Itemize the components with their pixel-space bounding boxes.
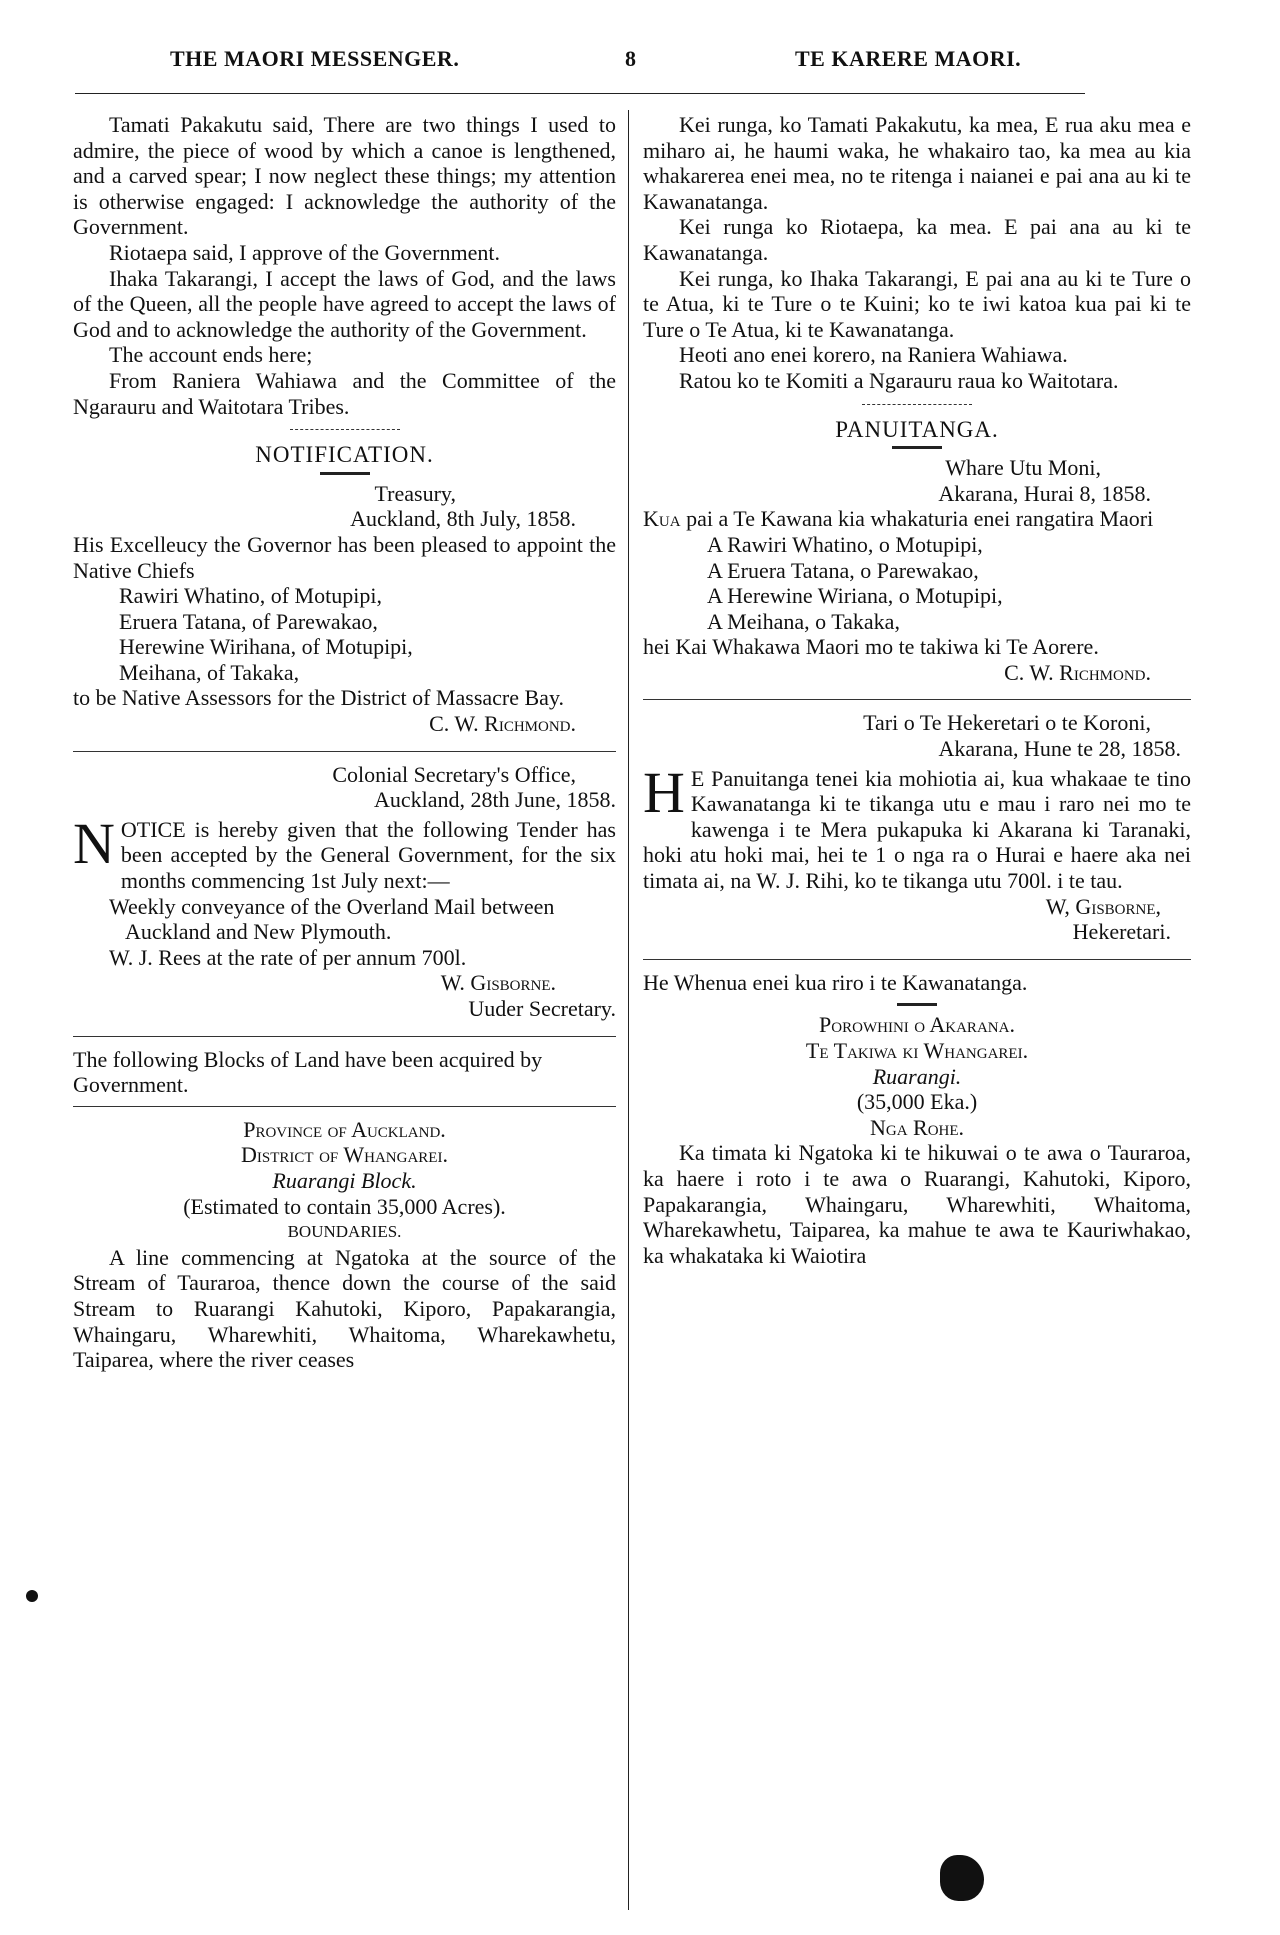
estimate-maori: (35,000 Eka.) (856, 1089, 978, 1115)
section-divider (290, 429, 400, 430)
signature-title-maori: Hekeretari. (1072, 919, 1171, 945)
land-intro: The following Blocks of Land have been acquired by Government. (73, 1046, 543, 1098)
assessor-text-maori: hei Kai Whakawa Maori mo te takiwa ki Te Aorere. (643, 634, 1099, 660)
header-english-title: THE MAORI MESSENGER. (170, 46, 460, 71)
notice-text: OTICE is hereby given that the following Tender has been accepted by the General Government, for the six months commencing 1st July next:— (120, 816, 616, 894)
maori-column (643, 112, 1191, 1268)
signature-gisborne: W. Gisborne. (440, 970, 556, 996)
chief-name: A Herewine Wiriana, o Motupipi, (707, 583, 1003, 609)
ratou-paragraph: Ratou ko te Komiti a Ngarauru raua ko Waitotara. (679, 367, 1119, 393)
appoint-text: His Excelleucy the Governor has been pleased to appoint the Native Chiefs (73, 531, 616, 583)
district-heading: District of Whangarei. (241, 1142, 448, 1168)
land-intro-maori: He Whenua enei kua riro i te Kawanatanga. (643, 969, 1028, 995)
tari-date: Akarana, Hune te 28, 1858. (938, 736, 1181, 762)
notice-text-maori: E Panuitanga tenei kia mohiotia ai, kua whakaae te tino Kawanatanga ki te tikanga utu e mau i raro nei mo te kawenga i te Mera pukapuka ki Akarana ki Taranaki, hoki atu hoki mai, hei te 1 o nga ra o Hurai e haere aka nei timata ai, na W. J. Rihi, ko te tikanga utu 700l. i te tau. (643, 765, 1191, 894)
chief-list (73, 583, 616, 685)
boundaries-heading: BOUNDARIES. (287, 1222, 402, 1242)
section-rule (643, 699, 1191, 700)
tamati-paragraph-maori: Kei runga, ko Tamati Pakakutu, ka mea, E rua aku mea e miharo ai, he haumi waka, he whakairo tao, ka mea au kia whakarerea enei mea, no te ritenga i naianei e pai ana au ki te Kawanatanga. (643, 112, 1191, 214)
riotaepa-paragraph: Riotaepa said, I approve of the Government. (109, 239, 500, 265)
english-column (73, 112, 616, 1373)
page-number: 8 (625, 46, 636, 71)
appoint-text-maori: pai a Te Kawana kia whakaturia enei rangatira Maori (686, 506, 1154, 532)
account-ends: The account ends here; (109, 342, 313, 368)
assessor-text: to be Native Assessors for the District of Massacre Bay. (73, 685, 565, 711)
chief-name: Eruera Tatana, of Parewakao, (119, 608, 378, 634)
boundary-text-maori: Ka timata ki Ngatoka ki te hikuwai o te awa o Tauraroa, ka haere i roto i te awa o Ruarangi, Kahutoki, Kiporo, Papakarangia, Whaingaru, Wharewhiti, Whaitoma, Wharekawhetu, Taiparea, ka mahue te awa te Kauriwhakao, ka whakataka ki Waiotira (643, 1140, 1191, 1268)
block-name-maori: Ruarangi. (872, 1063, 962, 1089)
section-rule (73, 1106, 616, 1107)
column-divider (628, 110, 629, 1910)
cso-date: Auckland, 28th June, 1858. (374, 787, 616, 813)
panuitanga-title: PANUITANGA. (835, 416, 999, 442)
tender-rees: W. J. Rees at the rate of per annum 700l. (109, 944, 467, 970)
heoti-paragraph: Heoti ano enei korero, na Raniera Wahiawa. (679, 342, 1068, 368)
signature-richmond: C. W. Richmond. (429, 711, 576, 737)
chief-name: A Eruera Tatana, o Parewakao, (707, 557, 979, 583)
boundary-text: A line commencing at Ngatoka at the source of the Stream of Tauraroa, thence down the course of the said Stream to Ruarangi Kahutoki, Kiporo, Papakarangia, Whaingaru, Wharewhiti, Whaitoma, Wharekawhetu, Taiparea, where the river ceases (73, 1244, 616, 1373)
treasury-label: Treasury, (374, 480, 456, 506)
tender-mail: Weekly conveyance of the Overland Mail between Auckland and New Plymouth. (109, 893, 555, 945)
notification-title: NOTIFICATION. (255, 442, 434, 468)
chief-name: Herewine Wirihana, of Motupipi, (119, 634, 413, 660)
tamati-paragraph: Tamati Pakakutu said, There are two things I used to admire, the piece of wood by which a canoe is lengthened, and a carved spear; I now neglect these things; my attention is otherwise engaged: I acknowledge the authority of the Government. (73, 112, 616, 240)
chief-list-maori (643, 532, 1191, 634)
header-rule (75, 93, 1085, 94)
chief-name: A Meihana, o Takaka, (707, 608, 900, 634)
province-heading: Province of Auckland. (243, 1116, 446, 1142)
appoint-smallcap: Kua (643, 506, 681, 532)
from-raniera: From Raniera Wahiawa and the Committee of the Ngarauru and Waitotara Tribes. (73, 367, 616, 419)
section-rule (73, 751, 616, 752)
district-heading-maori: Te Takiwa ki Whangarei. (805, 1038, 1029, 1063)
title-rule (897, 1003, 937, 1006)
section-divider (862, 404, 972, 405)
signature-richmond: C. W. Richmond. (1004, 659, 1151, 685)
ink-blot (940, 1855, 984, 1901)
signature-gisborne: W, Gisborne, (1045, 893, 1161, 919)
title-rule (892, 446, 942, 449)
boundaries-heading-maori: Nga Rohe. (869, 1114, 965, 1140)
estimate: (Estimated to contain 35,000 Acres). (183, 1193, 506, 1219)
cso-label: Colonial Secretary's Office, (332, 761, 576, 787)
signature-title: Uuder Secretary. (468, 996, 616, 1021)
ihaka-paragraph: Ihaka Takarangi, I accept the laws of God, and the laws of the Queen, all the people have agreed to accept the laws of God and to acknowledge the authority of the Government. (73, 265, 616, 342)
treasury-date: Auckland, 8th July, 1858. (350, 506, 576, 532)
block-name: Ruarangi Block. (272, 1167, 417, 1193)
tari-label: Tari o Te Hekeretari o te Koroni, (863, 710, 1151, 736)
riotaepa-paragraph-maori: Kei runga ko Riotaepa, ka mea. E pai ana au ki te Kawanatanga. (643, 214, 1191, 265)
whare-utu-label: Whare Utu Moni, (945, 455, 1101, 481)
drop-cap: N (73, 810, 115, 876)
section-rule (643, 959, 1191, 960)
bullet-mark (26, 1590, 38, 1602)
province-heading-maori: Porowhini o Akarana. (819, 1012, 1015, 1038)
chief-name: Rawiri Whatino, of Motupipi, (119, 583, 382, 609)
chief-name: Meihana, of Takaka, (119, 659, 300, 685)
drop-cap: H (643, 759, 685, 825)
chief-name: A Rawiri Whatino, o Motupipi, (707, 531, 983, 557)
section-rule (73, 1036, 616, 1037)
ihaka-paragraph-maori: Kei runga, ko Ihaka Takarangi, E pai ana au ki te Ture o te Atua, ki te Ture o te Kuini; ko te iwi katoa kua pai ki te Ture o Te Atua, ki te Kawanatanga. (643, 265, 1191, 342)
whare-utu-date: Akarana, Hurai 8, 1858. (938, 480, 1151, 506)
page-header (60, 38, 1080, 98)
title-rule (320, 472, 370, 475)
header-maori-title: TE KARERE MAORI. (795, 46, 1022, 71)
